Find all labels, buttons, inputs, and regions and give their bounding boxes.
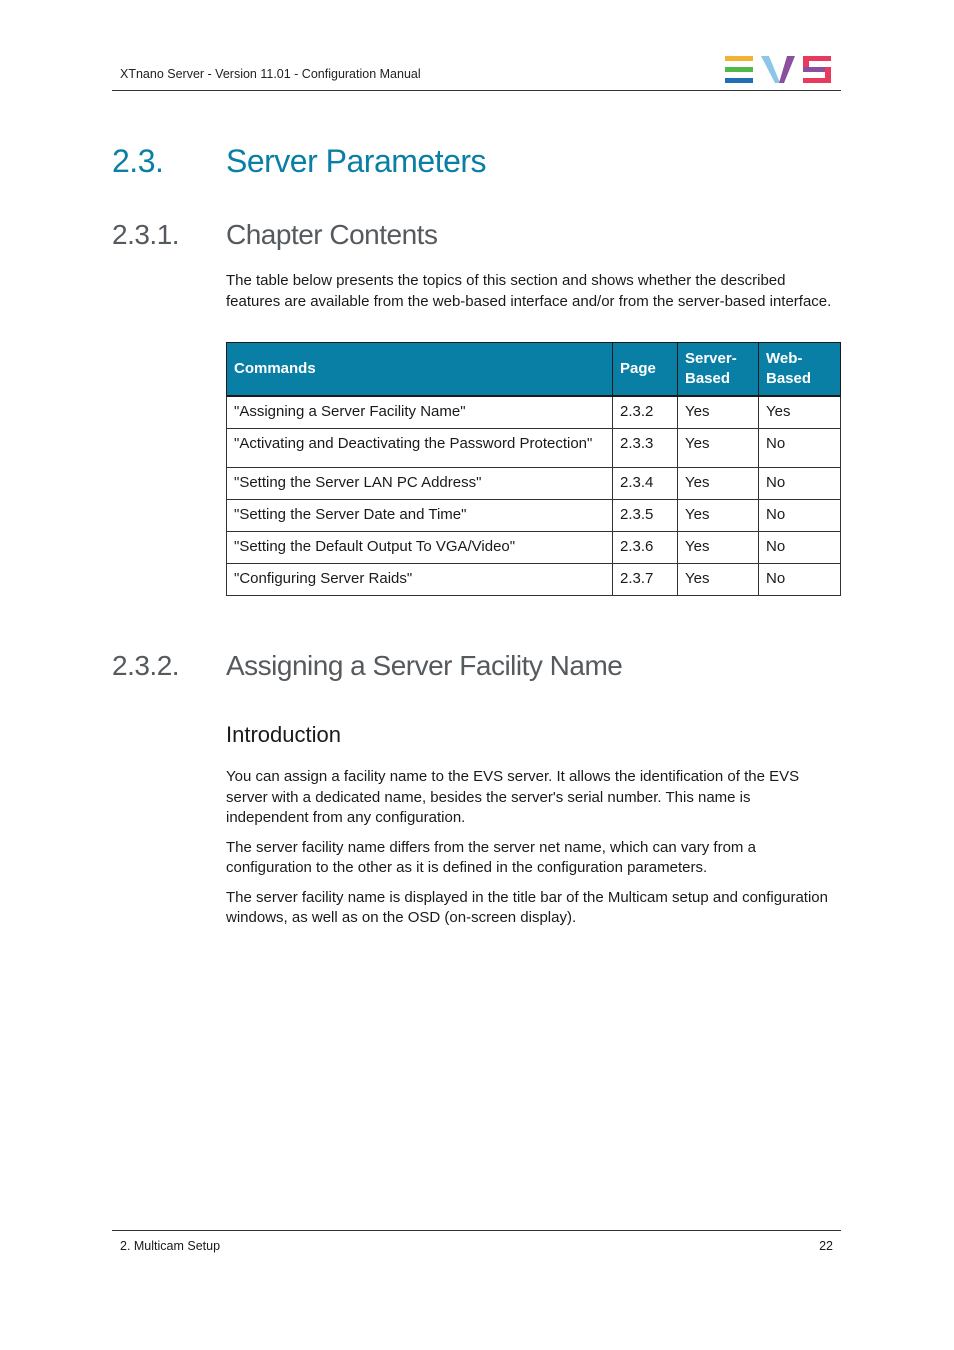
server-based-cell: Yes: [678, 429, 759, 468]
web-based-cell: Yes: [759, 396, 841, 429]
command-link[interactable]: "Assigning a Server Facility Name": [227, 396, 613, 429]
section-title: Server Parameters: [226, 143, 487, 179]
command-link[interactable]: "Activating and Deactivating the Password Protection": [227, 429, 613, 468]
footer-page-number: 22: [819, 1239, 833, 1253]
table-row: [227, 429, 841, 468]
server-based-cell: Yes: [678, 564, 759, 596]
web-based-cell: No: [759, 429, 841, 468]
command-link[interactable]: "Setting the Server Date and Time": [227, 500, 613, 532]
page-header: [112, 52, 841, 91]
web-based-cell: No: [759, 500, 841, 532]
page-cell: 2.3.2: [613, 396, 678, 429]
header-web-based: Web- Based: [759, 343, 841, 397]
subsection-title: Chapter Contents: [226, 219, 438, 250]
page-cell: 2.3.3: [613, 429, 678, 468]
command-link[interactable]: "Setting the Default Output To VGA/Video": [227, 532, 613, 564]
page-cell: 2.3.4: [613, 468, 678, 500]
server-based-cell: Yes: [678, 500, 759, 532]
body-paragraph: You can assign a facility name to the EVS server. It allows the identification of the EVS server with a dedicated name, besides the server's serial number. This name is independent from any configuration.: [226, 768, 800, 826]
table-row: [227, 564, 841, 596]
table-row: [227, 396, 841, 429]
web-based-cell: No: [759, 468, 841, 500]
server-based-cell: Yes: [678, 468, 759, 500]
page-cell: 2.3.7: [613, 564, 678, 596]
introduction-body: [226, 767, 836, 938]
table-row: [227, 468, 841, 500]
command-link[interactable]: "Setting the Server LAN PC Address": [227, 468, 613, 500]
table-row: [227, 532, 841, 564]
web-based-cell: No: [759, 564, 841, 596]
footer-chapter: 2. Multicam Setup: [120, 1239, 221, 1253]
subsection-number: 2.3.1.: [112, 219, 180, 250]
server-based-cell: Yes: [678, 396, 759, 429]
header-title: XTnano Server - Version 11.01 - Configuration Manual: [120, 67, 421, 81]
evs-logo: [725, 55, 833, 85]
subsection-number: 2.3.2.: [112, 650, 180, 681]
header-server-based: Server- Based: [678, 343, 759, 397]
web-based-cell: No: [759, 532, 841, 564]
server-based-cell: Yes: [678, 532, 759, 564]
body-paragraph: The server facility name is displayed in the title bar of the Multicam setup and configuration windows, as well as on the OSD (on-screen display).: [226, 888, 828, 926]
page-footer: [112, 1230, 841, 1261]
section-number: 2.3.: [112, 143, 164, 179]
header-commands: Commands: [227, 343, 613, 397]
intro-paragraph: The table below presents the topics of this section and shows whether the described features are available from the web-based interface and/or from the server-based interface.: [226, 272, 832, 310]
header-page: Page: [613, 343, 678, 397]
section-heading: [112, 143, 486, 180]
body-paragraph: The server facility name differs from the server net name, which can vary from a configuration to the other as it is defined in the configuration parameters.: [226, 838, 756, 876]
subsection-heading-chapter-contents: [112, 219, 437, 251]
command-link[interactable]: "Configuring Server Raids": [227, 564, 613, 596]
chapter-contents-table: [226, 342, 841, 596]
subsection-heading-facility-name: [112, 650, 622, 682]
introduction-heading: Introduction: [226, 722, 341, 747]
page-cell: 2.3.6: [613, 532, 678, 564]
table-row: [227, 500, 841, 532]
table-header-row: [227, 343, 841, 397]
page-cell: 2.3.5: [613, 500, 678, 532]
subsection-title: Assigning a Server Facility Name: [226, 650, 623, 681]
